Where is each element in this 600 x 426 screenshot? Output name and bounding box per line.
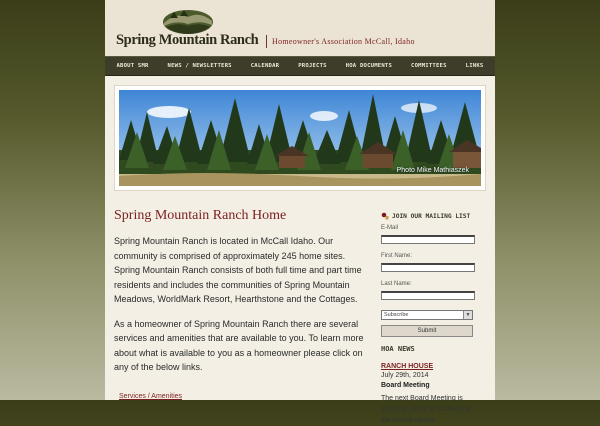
sidebar (381, 212, 475, 426)
first-name-label: First Name: (381, 253, 413, 259)
nav-calendar[interactable]: CALENDAR (250, 63, 280, 69)
logo-text[interactable]: Spring Mountain Ranch (116, 32, 259, 48)
header-divider (266, 35, 267, 48)
news-title: Board Meeting (381, 382, 430, 389)
last-name-label: Last Name: (381, 281, 412, 287)
last-name-field[interactable] (381, 291, 475, 300)
hoa-news-heading: HOA NEWS (381, 345, 415, 353)
mailing-list-title: JOIN OUR MAILING LIST (392, 212, 471, 220)
page-title: Spring Mountain Ranch Home (114, 208, 287, 223)
banner-wrap (105, 76, 495, 190)
nav-news-newsletters[interactable]: NEWS / NEWSLETTERS (167, 63, 232, 69)
chevron-down-icon: ▼ (463, 311, 472, 319)
services-amenities-link[interactable]: Services / Amenities (119, 392, 183, 400)
amenities-paragraph: As a homeowner of Spring Mountain Ranch there are several services and amenities that are available to you. To learn more about what is available to you as a homeowner please click on any of the below links. (114, 318, 364, 372)
mailing-list-icon (381, 212, 389, 220)
nav-projects[interactable]: PROJECTS (298, 63, 327, 69)
email-field[interactable] (381, 235, 475, 244)
news-body: The next Board Meeting is July 2nd, 2015 at 11:00am at the Ranch House. (381, 395, 471, 424)
photo-credit: Photo Mike Mathiaszek (396, 167, 469, 174)
submit-button[interactable]: Submit (381, 325, 473, 337)
email-label: E-Mail (381, 225, 399, 231)
news-date: July 29th, 2014 (381, 372, 429, 379)
nav-about-smr[interactable]: ABOUT SMR (116, 63, 149, 69)
intro-paragraph: Spring Mountain Ranch is located in McCall Idaho. Our community is comprised of approximately 245 home sites. Spring Mountain Ranch consists of both full time and part time residents and includes the communities of Spring Mountain Meadows, WorldMark Resort, Hearthstone and the Cottages. (114, 236, 362, 304)
nav-links[interactable]: LINKS (465, 63, 484, 69)
news-location-link[interactable]: RANCH HOUSE (381, 363, 434, 370)
nav-committees[interactable]: COMMITTEES (411, 63, 447, 69)
tagline: Homeowner's Association McCall, Idaho (272, 37, 415, 46)
main-content (114, 208, 368, 403)
page (105, 0, 495, 424)
subscribe-select[interactable] (381, 310, 473, 320)
mailing-list-heading (381, 212, 475, 220)
site-header (105, 0, 495, 56)
nav-hoa-documents[interactable]: HOA DOCUMENTS (345, 63, 393, 69)
banner-photo (115, 86, 485, 190)
subscribe-select-value: Subscribe (384, 312, 409, 318)
first-name-field[interactable] (381, 263, 475, 272)
main-nav (105, 56, 495, 76)
